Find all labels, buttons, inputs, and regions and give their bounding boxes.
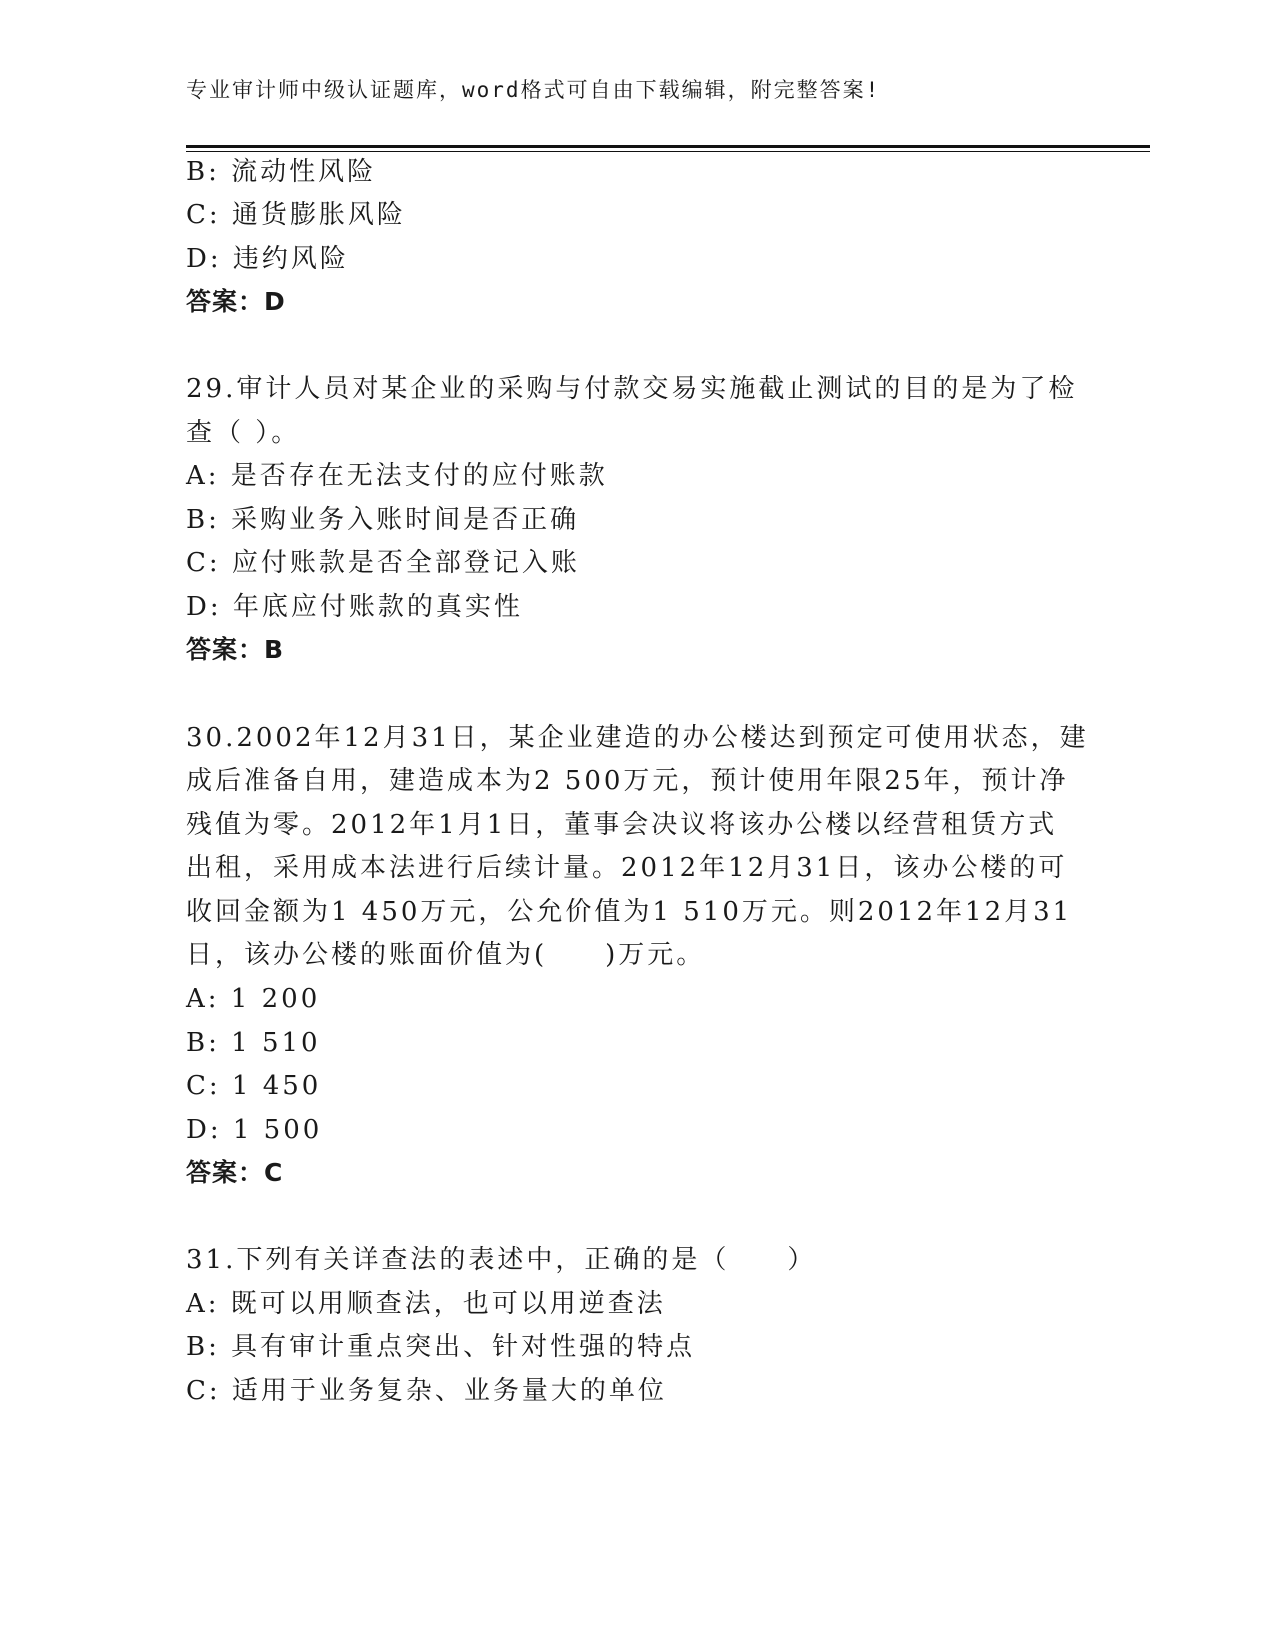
- page-header: 专业审计师中级认证题库，word格式可自由下载编辑，附完整答案!: [186, 78, 881, 102]
- q29-option-b: B: 采购业务入账时间是否正确: [186, 505, 580, 535]
- q30-answer: 答案：C: [186, 1158, 284, 1187]
- header-divider: [186, 145, 1150, 152]
- q31-option-b: B: 具有审计重点突出、针对性强的特点: [186, 1332, 696, 1362]
- q28-option-b: B: 流动性风险: [186, 157, 377, 187]
- q29-stem-line-2: 查（ ）。: [186, 418, 301, 448]
- q31-option-c: C: 适用于业务复杂、业务量大的单位: [186, 1376, 667, 1406]
- q30-stem-line-5: 收回金额为1 450万元，公允价值为1 510万元。则2012年12月31: [186, 897, 1073, 927]
- q29-option-c: C: 应付账款是否全部登记入账: [186, 548, 580, 578]
- q28-answer: 答案：D: [186, 287, 286, 316]
- q28-option-d: D: 违约风险: [186, 244, 349, 274]
- q30-stem-line-6: 日，该办公楼的账面价值为( )万元。: [186, 940, 706, 970]
- q29-answer: 答案：B: [186, 635, 285, 664]
- q30-option-a: A: 1 200: [186, 984, 321, 1014]
- q30-option-b: B: 1 510: [186, 1028, 321, 1058]
- q30-stem-line-3: 残值为零。2012年1月1日，董事会决议将该办公楼以经营租赁方式: [186, 810, 1058, 840]
- q30-stem-line-1: 30.2002年12月31日，某企业建造的办公楼达到预定可使用状态，建: [186, 723, 1089, 753]
- q30-stem-line-4: 出租，采用成本法进行后续计量。2012年12月31日，该办公楼的可: [186, 853, 1068, 883]
- q30-option-c: C: 1 450: [186, 1071, 322, 1101]
- q29-stem-line-1: 29.审计人员对某企业的采购与付款交易实施截止测试的目的是为了检: [186, 374, 1078, 404]
- q31-stem-line-1: 31.下列有关详查法的表述中，正确的是（ ）: [186, 1245, 817, 1275]
- q31-option-a: A: 既可以用顺查法，也可以用逆查法: [186, 1289, 666, 1319]
- q30-option-d: D: 1 500: [186, 1115, 323, 1145]
- q29-option-d: D: 年底应付账款的真实性: [186, 592, 523, 622]
- q29-option-a: A: 是否存在无法支付的应付账款: [186, 461, 608, 491]
- q28-option-c: C: 通货膨胀风险: [186, 200, 406, 230]
- q30-stem-line-2: 成后准备自用，建造成本为2 500万元，预计使用年限25年，预计净: [186, 766, 1069, 796]
